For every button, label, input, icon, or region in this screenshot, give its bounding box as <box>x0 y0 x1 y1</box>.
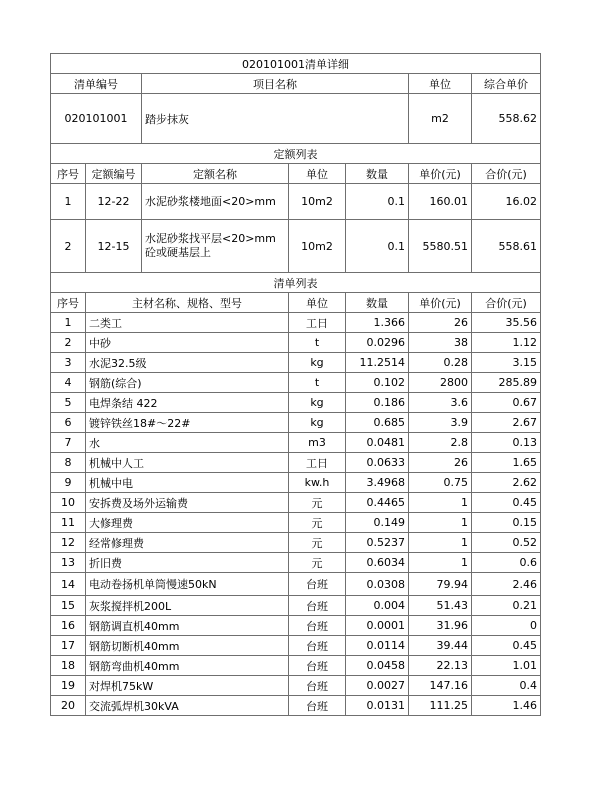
material-qty: 0.004 <box>346 596 409 616</box>
materials-col-header: 数量 <box>346 293 409 313</box>
quota-qty: 0.1 <box>346 184 409 220</box>
material-row <box>51 433 541 453</box>
material-name: 钢筋调直机40mm <box>86 616 289 636</box>
header-price-label: 综合单价 <box>472 74 541 94</box>
quota-col-header: 定额名称 <box>142 164 289 184</box>
material-unit: 工日 <box>289 313 346 333</box>
material-name: 对焊机75kW <box>86 676 289 696</box>
material-total: 0.6 <box>472 553 541 573</box>
material-total: 2.46 <box>472 573 541 596</box>
material-name: 二类工 <box>86 313 289 333</box>
material-seq: 3 <box>51 353 86 373</box>
material-row <box>51 636 541 656</box>
material-name: 机械中人工 <box>86 453 289 473</box>
material-total: 0.15 <box>472 513 541 533</box>
material-name: 安拆费及场外运输费 <box>86 493 289 513</box>
material-name: 交流弧焊机30kVA <box>86 696 289 716</box>
material-seq: 17 <box>51 636 86 656</box>
material-qty: 0.0633 <box>346 453 409 473</box>
materials-col-header: 序号 <box>51 293 86 313</box>
material-seq: 14 <box>51 573 86 596</box>
quota-col-header: 合价(元) <box>472 164 541 184</box>
material-unit-price: 1 <box>409 493 472 513</box>
material-unit-price: 3.6 <box>409 393 472 413</box>
material-qty: 0.0131 <box>346 696 409 716</box>
quota-code: 12-22 <box>86 184 142 220</box>
material-row <box>51 573 541 596</box>
header-name-label: 项目名称 <box>142 74 409 94</box>
material-unit: 元 <box>289 533 346 553</box>
material-seq: 9 <box>51 473 86 493</box>
quota-header-row <box>51 164 541 184</box>
material-unit: 台班 <box>289 696 346 716</box>
material-qty: 11.2514 <box>346 353 409 373</box>
material-total: 0.4 <box>472 676 541 696</box>
material-seq: 12 <box>51 533 86 553</box>
material-qty: 0.0458 <box>346 656 409 676</box>
material-unit-price: 22.13 <box>409 656 472 676</box>
material-seq: 5 <box>51 393 86 413</box>
material-row <box>51 353 541 373</box>
material-qty: 3.4968 <box>346 473 409 493</box>
material-total: 0.45 <box>472 636 541 656</box>
material-row <box>51 313 541 333</box>
quota-unit: 10m2 <box>289 184 346 220</box>
quota-col-header: 定额编号 <box>86 164 142 184</box>
bill-detail-table <box>50 53 541 716</box>
material-name: 经常修理费 <box>86 533 289 553</box>
materials-header-row <box>51 293 541 313</box>
material-seq: 18 <box>51 656 86 676</box>
materials-col-header: 单价(元) <box>409 293 472 313</box>
material-seq: 15 <box>51 596 86 616</box>
material-qty: 0.0296 <box>346 333 409 353</box>
quota-total: 558.61 <box>472 220 541 273</box>
quota-name: 水泥砂浆楼地面<20>mm <box>142 184 289 220</box>
quota-seq: 1 <box>51 184 86 220</box>
material-unit: m3 <box>289 433 346 453</box>
quota-name: 水泥砂浆找平层<20>mm 砼或硬基层上 <box>142 220 289 273</box>
material-qty: 0.4465 <box>346 493 409 513</box>
material-name: 机械中电 <box>86 473 289 493</box>
material-seq: 16 <box>51 616 86 636</box>
material-row <box>51 656 541 676</box>
material-qty: 0.102 <box>346 373 409 393</box>
quota-row <box>51 220 541 273</box>
material-total: 0 <box>472 616 541 636</box>
material-seq: 10 <box>51 493 86 513</box>
material-unit-price: 51.43 <box>409 596 472 616</box>
material-row <box>51 533 541 553</box>
material-unit: kg <box>289 413 346 433</box>
material-row <box>51 453 541 473</box>
material-unit: 台班 <box>289 596 346 616</box>
material-total: 285.89 <box>472 373 541 393</box>
quota-col-header: 单价(元) <box>409 164 472 184</box>
material-unit: 台班 <box>289 656 346 676</box>
material-row <box>51 616 541 636</box>
materials-section-title: 清单列表 <box>51 273 541 293</box>
quota-total: 16.02 <box>472 184 541 220</box>
material-unit-price: 39.44 <box>409 636 472 656</box>
material-name: 中砂 <box>86 333 289 353</box>
material-qty: 0.685 <box>346 413 409 433</box>
material-name: 大修理费 <box>86 513 289 533</box>
material-unit: kg <box>289 353 346 373</box>
quota-section-title: 定额列表 <box>51 144 541 164</box>
material-total: 3.15 <box>472 353 541 373</box>
material-unit: t <box>289 373 346 393</box>
material-seq: 8 <box>51 453 86 473</box>
material-total: 0.45 <box>472 493 541 513</box>
materials-col-header: 主材名称、规格、型号 <box>86 293 289 313</box>
quota-unit-price: 5580.51 <box>409 220 472 273</box>
material-total: 0.67 <box>472 393 541 413</box>
quota-unit-price: 160.01 <box>409 184 472 220</box>
material-qty: 0.5237 <box>346 533 409 553</box>
material-unit-price: 1 <box>409 513 472 533</box>
bill-code: 020101001 <box>51 94 142 144</box>
quota-qty: 0.1 <box>346 220 409 273</box>
material-unit-price: 3.9 <box>409 413 472 433</box>
material-seq: 1 <box>51 313 86 333</box>
material-row <box>51 473 541 493</box>
material-name: 电动卷扬机单筒慢速50kN <box>86 573 289 596</box>
material-row <box>51 513 541 533</box>
material-qty: 0.6034 <box>346 553 409 573</box>
material-total: 0.13 <box>472 433 541 453</box>
material-qty: 1.366 <box>346 313 409 333</box>
material-qty: 0.149 <box>346 513 409 533</box>
material-unit: 元 <box>289 493 346 513</box>
material-seq: 13 <box>51 553 86 573</box>
material-qty: 0.0481 <box>346 433 409 453</box>
material-unit-price: 147.16 <box>409 676 472 696</box>
material-total: 35.56 <box>472 313 541 333</box>
material-name: 镀锌铁丝18#～22# <box>86 413 289 433</box>
material-row <box>51 596 541 616</box>
material-row <box>51 393 541 413</box>
material-seq: 2 <box>51 333 86 353</box>
material-unit: 元 <box>289 553 346 573</box>
material-qty: 0.186 <box>346 393 409 413</box>
material-name: 钢筋切断机40mm <box>86 636 289 656</box>
material-total: 2.62 <box>472 473 541 493</box>
materials-col-header: 单位 <box>289 293 346 313</box>
material-unit-price: 38 <box>409 333 472 353</box>
materials-col-header: 合价(元) <box>472 293 541 313</box>
material-qty: 0.0001 <box>346 616 409 636</box>
material-unit: 台班 <box>289 573 346 596</box>
material-qty: 0.0114 <box>346 636 409 656</box>
material-total: 0.21 <box>472 596 541 616</box>
quota-seq: 2 <box>51 220 86 273</box>
material-name: 钢筋(综合) <box>86 373 289 393</box>
bill-unit: m2 <box>409 94 472 144</box>
material-unit-price: 0.75 <box>409 473 472 493</box>
quota-row <box>51 184 541 220</box>
material-name: 折旧费 <box>86 553 289 573</box>
material-row <box>51 373 541 393</box>
material-name: 水 <box>86 433 289 453</box>
material-unit-price: 0.28 <box>409 353 472 373</box>
material-row <box>51 493 541 513</box>
material-unit-price: 2.8 <box>409 433 472 453</box>
material-total: 1.01 <box>472 656 541 676</box>
material-unit-price: 26 <box>409 453 472 473</box>
material-unit: t <box>289 333 346 353</box>
material-row <box>51 553 541 573</box>
quota-unit: 10m2 <box>289 220 346 273</box>
bill-name: 踏步抹灰 <box>142 94 409 144</box>
material-seq: 6 <box>51 413 86 433</box>
material-unit-price: 2800 <box>409 373 472 393</box>
material-name: 电焊条结 422 <box>86 393 289 413</box>
quota-code: 12-15 <box>86 220 142 273</box>
material-seq: 19 <box>51 676 86 696</box>
header-code-label: 清单编号 <box>51 74 142 94</box>
table-title: 020101001清单详细 <box>51 54 541 74</box>
material-unit: kg <box>289 393 346 413</box>
material-unit: 台班 <box>289 616 346 636</box>
quota-col-header: 数量 <box>346 164 409 184</box>
material-unit: 台班 <box>289 676 346 696</box>
material-total: 1.65 <box>472 453 541 473</box>
material-unit: 元 <box>289 513 346 533</box>
material-row <box>51 676 541 696</box>
material-unit: kw.h <box>289 473 346 493</box>
material-name: 水泥32.5级 <box>86 353 289 373</box>
material-unit-price: 1 <box>409 553 472 573</box>
material-row <box>51 333 541 353</box>
material-row <box>51 696 541 716</box>
material-name: 灰浆搅拌机200L <box>86 596 289 616</box>
material-row <box>51 413 541 433</box>
material-total: 1.12 <box>472 333 541 353</box>
material-qty: 0.0027 <box>346 676 409 696</box>
quota-col-header: 序号 <box>51 164 86 184</box>
material-unit: 台班 <box>289 636 346 656</box>
material-unit-price: 1 <box>409 533 472 553</box>
material-unit-price: 111.25 <box>409 696 472 716</box>
material-total: 2.67 <box>472 413 541 433</box>
material-seq: 4 <box>51 373 86 393</box>
material-unit-price: 31.96 <box>409 616 472 636</box>
material-unit-price: 79.94 <box>409 573 472 596</box>
material-seq: 7 <box>51 433 86 453</box>
material-total: 0.52 <box>472 533 541 553</box>
material-seq: 11 <box>51 513 86 533</box>
quota-col-header: 单位 <box>289 164 346 184</box>
material-seq: 20 <box>51 696 86 716</box>
material-qty: 0.0308 <box>346 573 409 596</box>
material-unit-price: 26 <box>409 313 472 333</box>
header-unit-label: 单位 <box>409 74 472 94</box>
bill-price: 558.62 <box>472 94 541 144</box>
material-name: 钢筋弯曲机40mm <box>86 656 289 676</box>
material-unit: 工日 <box>289 453 346 473</box>
material-total: 1.46 <box>472 696 541 716</box>
